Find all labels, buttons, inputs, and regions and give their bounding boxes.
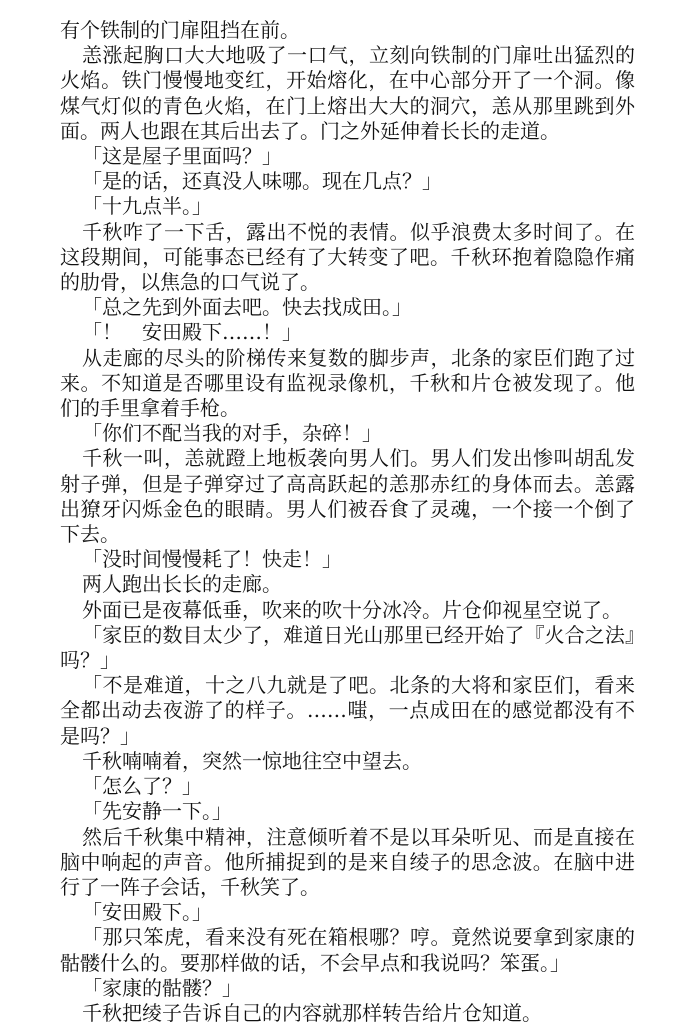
paragraph: 千秋一叫，恙就蹬上地板袭向男人们。男人们发出惨叫胡乱发射子弹，但是子弹穿过了高高跃起的恙那赤红的身体而去。恙露出獠牙闪烁金色的眼睛。男人们被吞食了灵魂，一个接一个倒了下去。 [60,446,635,547]
paragraph: 从走廊的尽头的阶梯传来复数的脚步声，北条的家臣们跑了过来。不知道是否哪里设有监视录像机，千秋和片仓被发现了。他们的手里拿着手枪。 [60,345,635,421]
paragraph: 千秋咋了一下舌，露出不悦的表情。似乎浪费太多时间了。在这段期间，可能事态已经有了大转变了吧。千秋环抱着隐隐作痛的肋骨，以焦急的口气说了。 [60,219,635,295]
paragraph: 千秋喃喃着，突然一惊地往空中望去。 [82,748,422,773]
dialogue-line: 「安田殿下。」 [82,900,212,925]
dialogue-line: 「怎么了？」 [82,774,202,799]
dialogue-line: 「是的话，还真没人味哪。现在几点？」 [82,169,442,194]
paragraph: 有个铁制的门扉阻挡在前。 [60,18,300,42]
dialogue-line: 「！ 安田殿下……！」 [82,320,302,345]
dialogue-line: 「家康的骷髅？」 [82,975,242,1000]
dialogue-line: 「那只笨虎，看来没有死在箱根哪？哼。竟然说要拿到家康的骷髅什么的。要那样做的话，不会早点和我说吗？笨蛋。」 [60,925,635,975]
dialogue-line: 「你们不配当我的对手，杂碎！」 [82,421,382,446]
paragraph: 千秋把绫子告诉自己的内容就那样转告给片仓知道。 [82,1000,542,1025]
paragraph: 两人跑出长长的走廊。 [82,572,282,597]
dialogue-line: 「先安静一下。」 [82,799,232,824]
dialogue-line: 「没时间慢慢耗了！快走！」 [82,547,342,572]
dialogue-line: 「不是难道，十之八九就是了吧。北条的大将和家臣们，看来全都出动去夜游了的样子。……嗤，一点成田在的感觉都没有不是吗？」 [60,673,635,748]
paragraph: 恙涨起胸口大大地吸了一口气，立刻向铁制的门扉吐出猛烈的火焰。铁门慢慢地变红，开始熔化，在中心部分开了一个洞。像煤气灯似的青色火焰，在门上熔出大大的洞穴，恙从那里跳到外面。两人也跟在其后出去了。门之外延伸着长长的走道。 [60,43,635,143]
dialogue-line: 「这是屋子里面吗？」 [82,144,282,169]
dialogue-line: 「家臣的数目太少了，难道日光山那里已经开始了『火合之法』吗？」 [60,622,635,673]
paragraph: 外面已是夜幕低垂，吹来的吹十分冰冷。片仓仰视星空说了。 [82,597,622,622]
paragraph: 然后千秋集中精神，注意倾听着不是以耳朵听见、而是直接在脑中响起的声音。他所捕捉到的是来自绫子的思念波。在脑中进行了一阵子会话，千秋笑了。 [60,824,635,899]
page-text [60,18,635,1026]
dialogue-line: 「十九点半。」 [82,194,212,219]
dialogue-line: 「总之先到外面去吧。快去找成田。」 [82,295,412,320]
